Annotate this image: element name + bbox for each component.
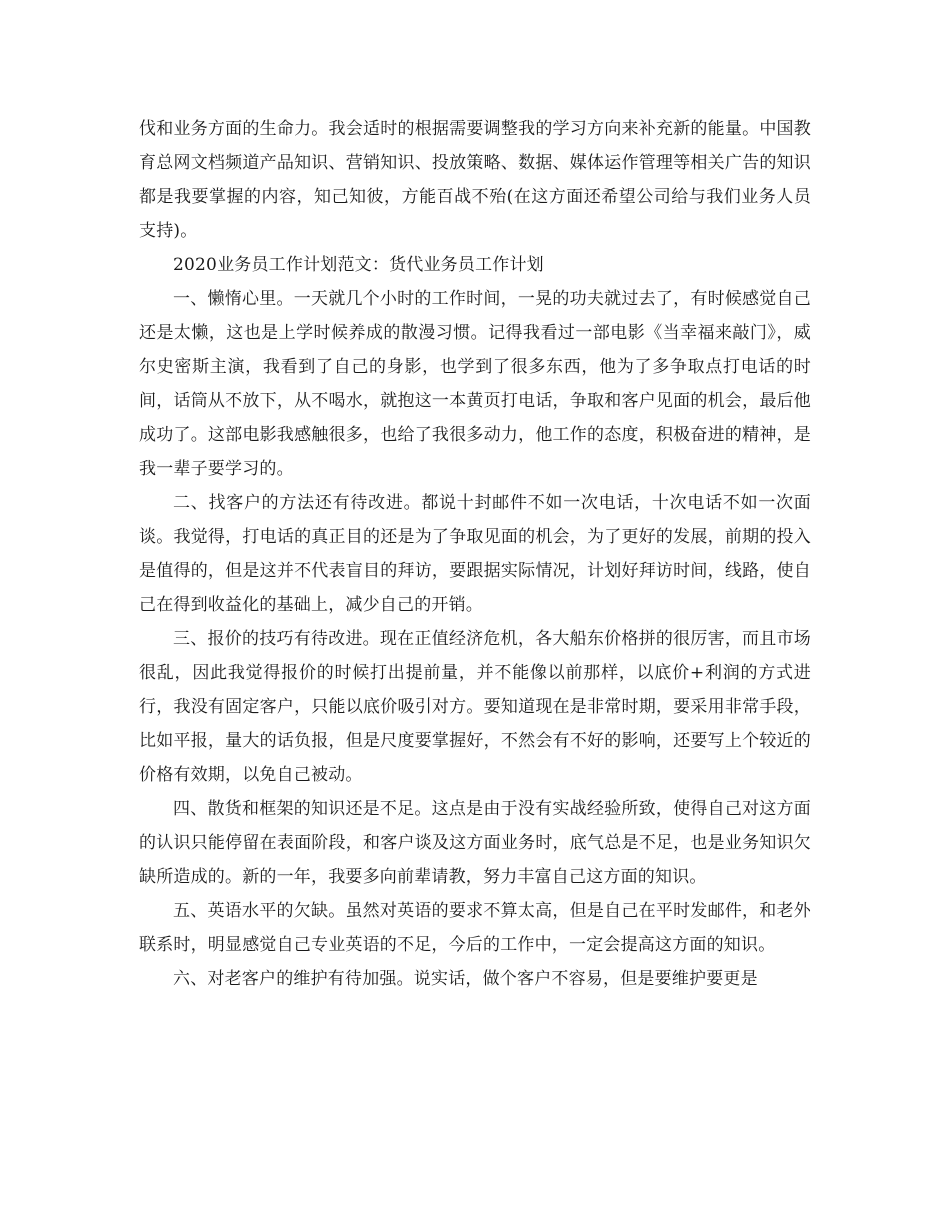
paragraph-item-6: 六、对老客户的维护有待加强。说实话，做个客户不容易，但是要维护要更是 bbox=[173, 969, 758, 989]
paragraph-item-3: 三、报价的技巧有待改进。现在正值经济危机，各大船东价格拼的很厉害，而且市场很乱，因此我觉得报价的时候打出提前量，并不能像以前那样，以底价+利润的方式进行，我没有固定客户，只能以底价吸引对方。要知道现在是非常时期，要采用非常手段，比如平报，量大的话负报，但是尺度要掌握好，不然会有不好的影响，还要写上个较近的价格有效期，以免自己被动。 bbox=[139, 629, 811, 785]
paragraph-item-2: 二、找客户的方法还有待改进。都说十封邮件不如一次电话，十次电话不如一次面谈。我觉得，打电话的真正目的还是为了争取见面的机会，为了更好的发展，前期的投入是值得的，但是这并不代表盲目的拜访，要跟据实际情况，计划好拜访时间，线路，使自己在得到收益化的基础上，减少自己的开销。 bbox=[139, 493, 811, 615]
paragraph-item-4: 四、散货和框架的知识还是不足。这点是由于没有实战经验所致，使得自己对这方面的认识只能停留在表面阶段，和客户谈及这方面业务时，底气总是不足，也是业务知识欠缺所造成的。新的一年，我要多向前辈请教，努力丰富自己这方面的知识。 bbox=[139, 799, 811, 887]
paragraph-continuation: 伐和业务方面的生命力。我会适时的根据需要调整我的学习方向来补充新的能量。中国教育总网文档频道产品知识、营销知识、投放策略、数据、媒体运作管理等相关广告的知识都是我要掌握的内容，知己知彼，方能百战不殆(在这方面还希望公司给与我们业务人员支持)。 bbox=[139, 119, 811, 241]
paragraph-item-5: 五、英语水平的欠缺。虽然对英语的要求不算太高，但是自己在平时发邮件，和老外联系时，明显感觉自己专业英语的不足，今后的工作中，一定会提高这方面的知识。 bbox=[139, 901, 811, 955]
section-title: 2020业务员工作计划范文：货代业务员工作计划 bbox=[173, 255, 544, 275]
paragraph-item-1: 一、懒惰心里。一天就几个小时的工作时间，一晃的功夫就过去了，有时候感觉自己还是太懒，这也是上学时候养成的散漫习惯。记得我看过一部电影《当幸福来敲门》，威尔史密斯主演，我看到了自己的身影，也学到了很多东西，他为了多争取点打电话的时间，话筒从不放下，从不喝水，就抱这一本黄页打电话，争取和客户见面的机会，最后他成功了。这部电影我感触很多，也给了我很多动力，他工作的态度，积极奋进的精神，是我一辈子要学习的。 bbox=[139, 289, 811, 479]
document-body bbox=[139, 112, 811, 996]
